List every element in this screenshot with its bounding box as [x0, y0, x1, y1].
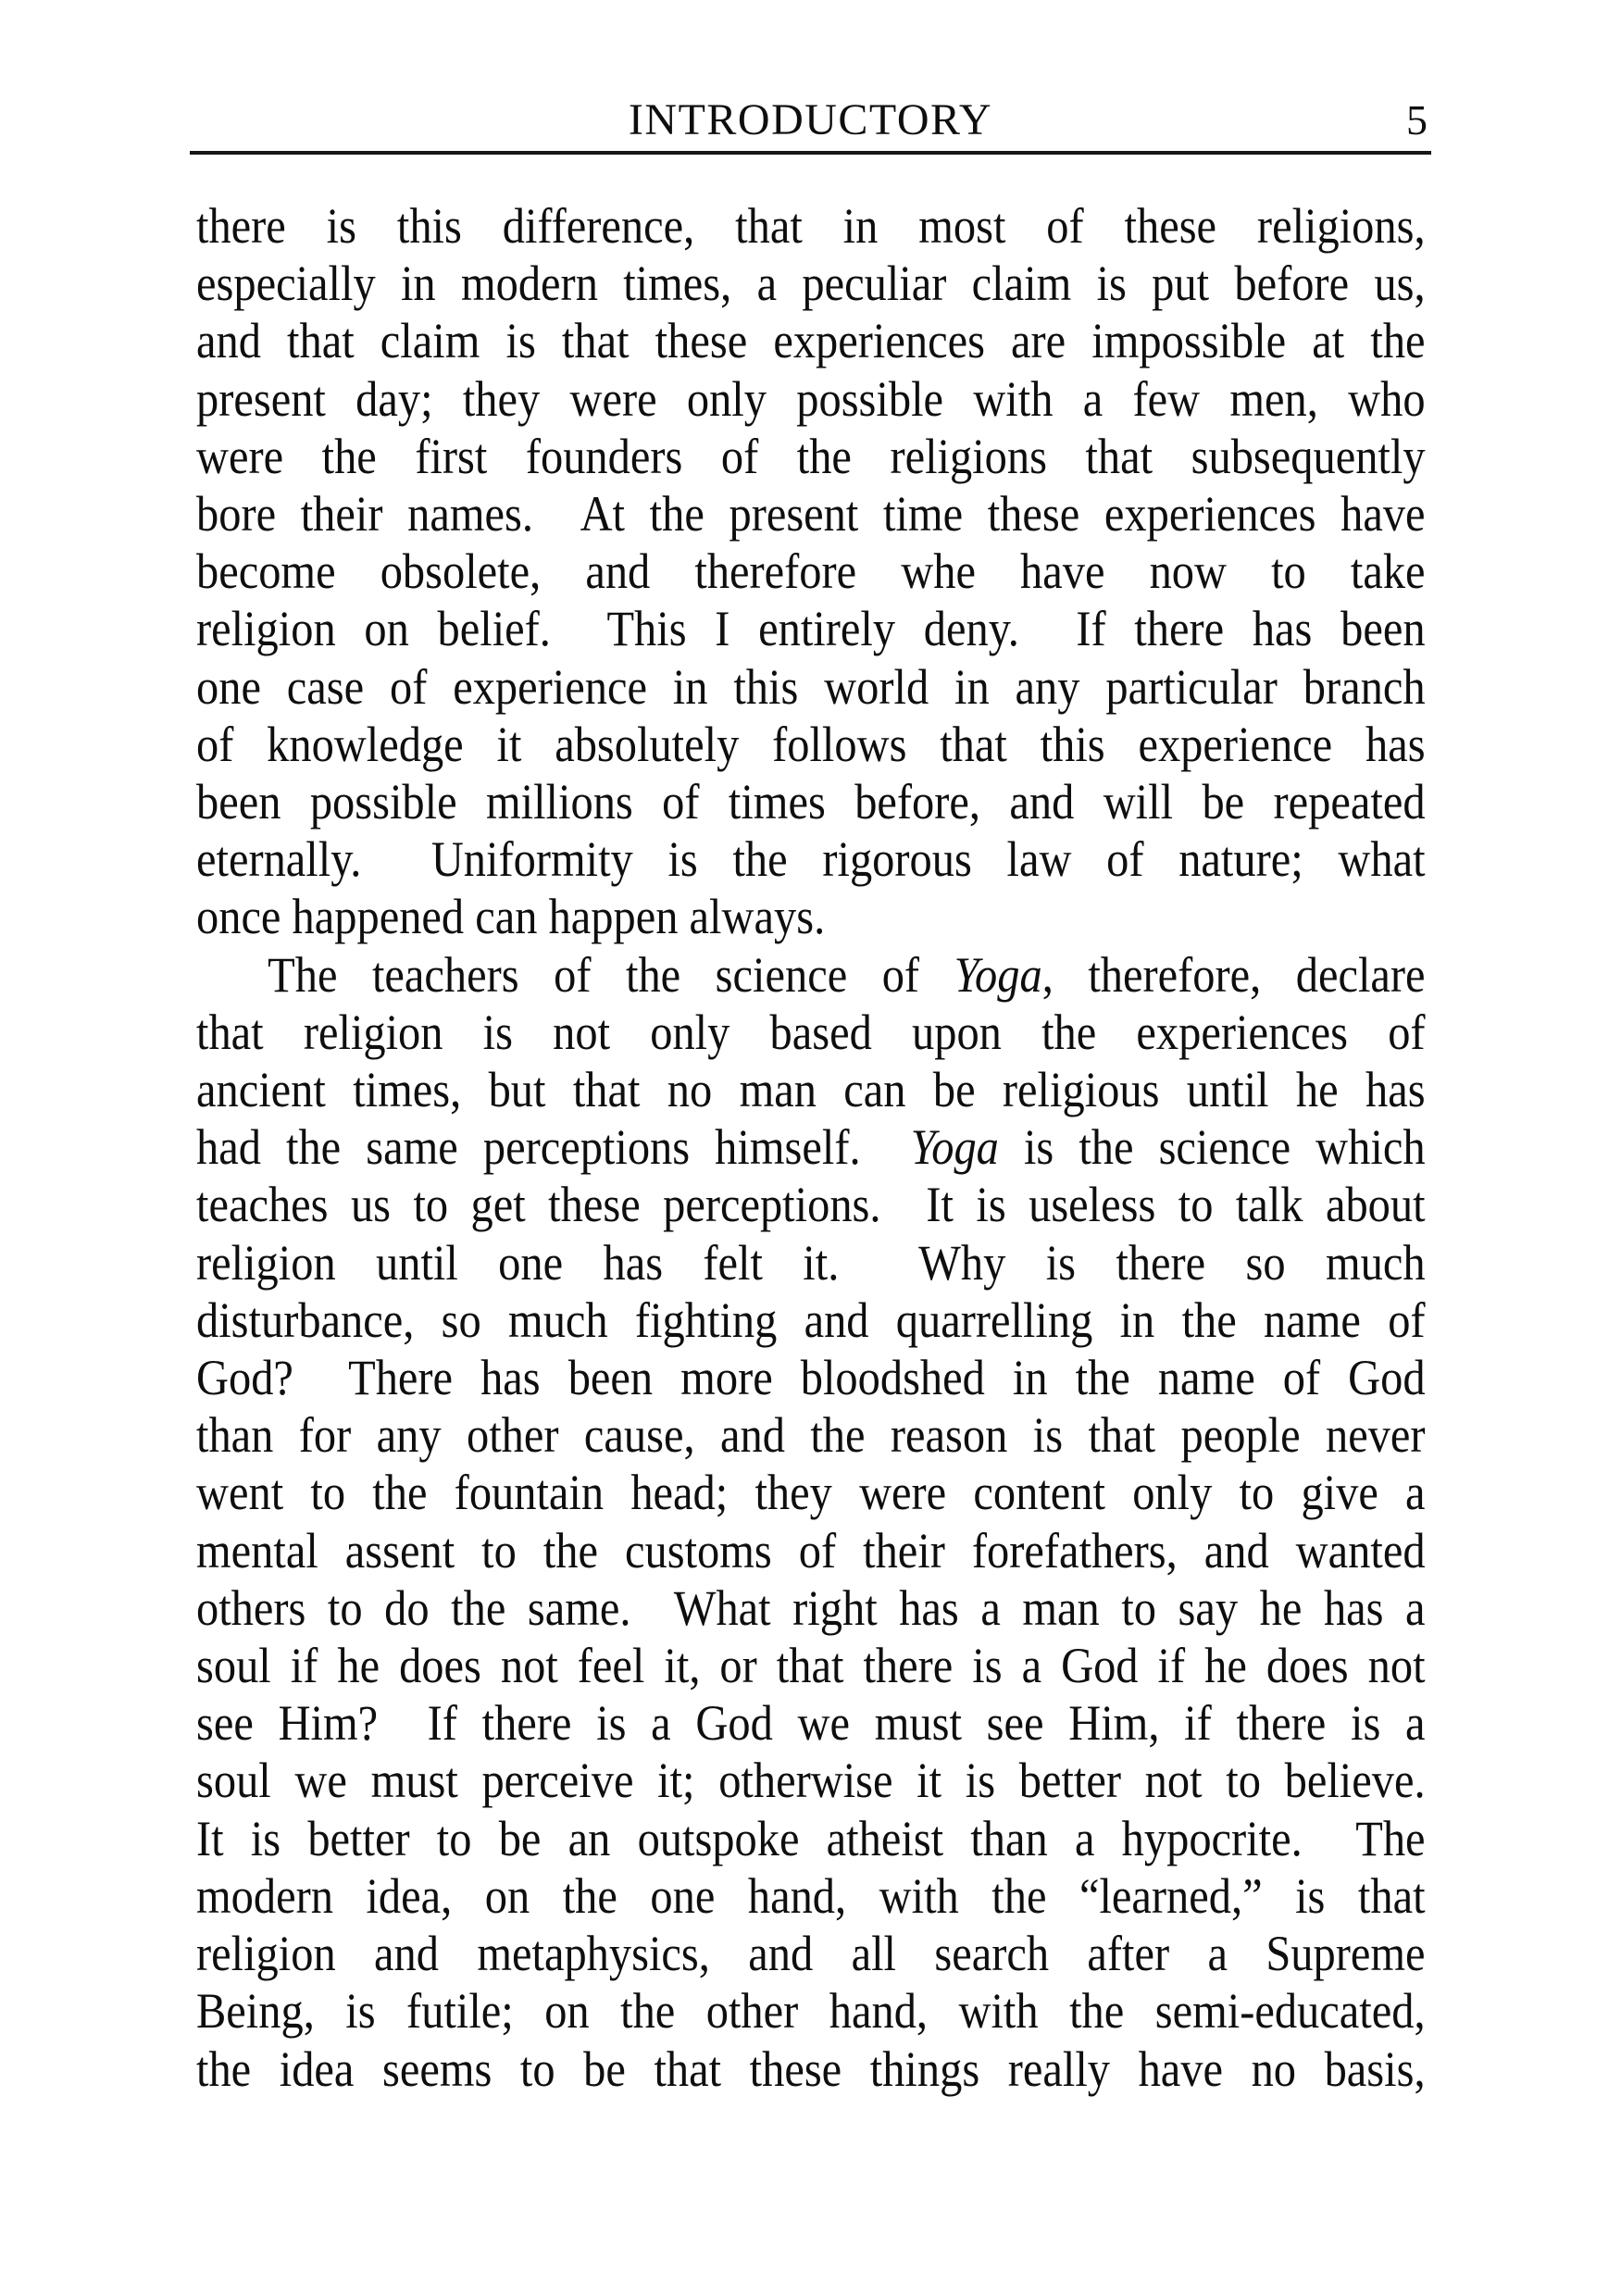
- text-line: went to the fountain head; they were content only to give a: [196, 1465, 1426, 1521]
- text-line: especially in modern times, a peculiar claim is put before us,: [196, 256, 1426, 312]
- text-line: disturbance, so much fighting and quarrelling in the name of: [196, 1292, 1426, 1348]
- text-line: modern idea, on the one hand, with the “learned,” is that: [196, 1867, 1426, 1924]
- text-line: others to do the same. What right has a man to say he has a: [196, 1579, 1426, 1636]
- text-line: Being, is futile; on the other hand, with the semi-educated,: [196, 1983, 1426, 2040]
- text-line: the idea seems to be that these things really have no basis,: [196, 2040, 1426, 2097]
- text-line: and that claim is that these experiences are impossible at the: [196, 313, 1426, 369]
- text-line: soul we must perceive it; otherwise it is better not to believe.: [196, 1753, 1426, 1809]
- paragraph: [196, 946, 1426, 2098]
- text-line: of knowledge it absolutely follows that this experience has: [196, 716, 1426, 772]
- text-line: It is better to be an outspoke atheist than a hypocrite. The: [196, 1810, 1426, 1866]
- text-line: that religion is not only based upon the experiences of: [196, 1004, 1426, 1060]
- text-line: mental assent to the customs of their forefathers, and wanted: [196, 1522, 1426, 1578]
- text-line: see Him? If there is a God we must see Him, if there is a: [196, 1695, 1426, 1752]
- text-line: one case of experience in this world in any particular branch: [196, 658, 1426, 715]
- page-header: [190, 92, 1431, 149]
- text-line: God? There has been more bloodshed in the name of God: [196, 1350, 1426, 1406]
- text-line: eternally. Uniformity is the rigorous law of nature; what: [196, 831, 1426, 888]
- text-line: religion and metaphysics, and all search after a Supreme: [196, 1926, 1426, 1982]
- paragraph: [196, 197, 1426, 946]
- text-line: bore their names. At the present time these experiences have: [196, 486, 1426, 543]
- text-line: soul if he does not feel it, or that there is a God if he does not: [196, 1638, 1426, 1694]
- text-line: once happened can happen always.: [196, 889, 826, 945]
- text-line: religion on belief. This I entirely deny. If there has been: [196, 601, 1426, 657]
- running-title: INTRODUCTORY: [628, 95, 993, 144]
- text-line: religion until one has felt it. Why is there so much: [196, 1234, 1426, 1291]
- text-line: had the same perceptions himself. Yoga is the science which: [196, 1119, 1426, 1176]
- text-line: there is this difference, that in most of these religions,: [196, 198, 1426, 254]
- body-text: [196, 197, 1426, 2098]
- text-line: teaches us to get these perceptions. It is useless to talk about: [196, 1177, 1426, 1233]
- header-rule: [190, 151, 1431, 155]
- text-line: ancient times, but that no man can be religious until he has: [196, 1062, 1426, 1118]
- italic-term: Yoga: [954, 946, 1042, 1003]
- text-line: become obsolete, and therefore whe have now to take: [196, 543, 1426, 600]
- italic-term: Yoga: [910, 1119, 999, 1176]
- text-line: were the first founders of the religions that subsequently: [196, 428, 1426, 484]
- text-line: present day; they were only possible with a few men, who: [196, 370, 1426, 427]
- text-line: The teachers of the science of Yoga, therefore, declare: [268, 946, 1426, 1003]
- text-line: than for any other cause, and the reason is that people never: [196, 1407, 1426, 1464]
- text-line: been possible millions of times before, and will be repeated: [196, 774, 1426, 830]
- page-number: 5: [1406, 96, 1428, 144]
